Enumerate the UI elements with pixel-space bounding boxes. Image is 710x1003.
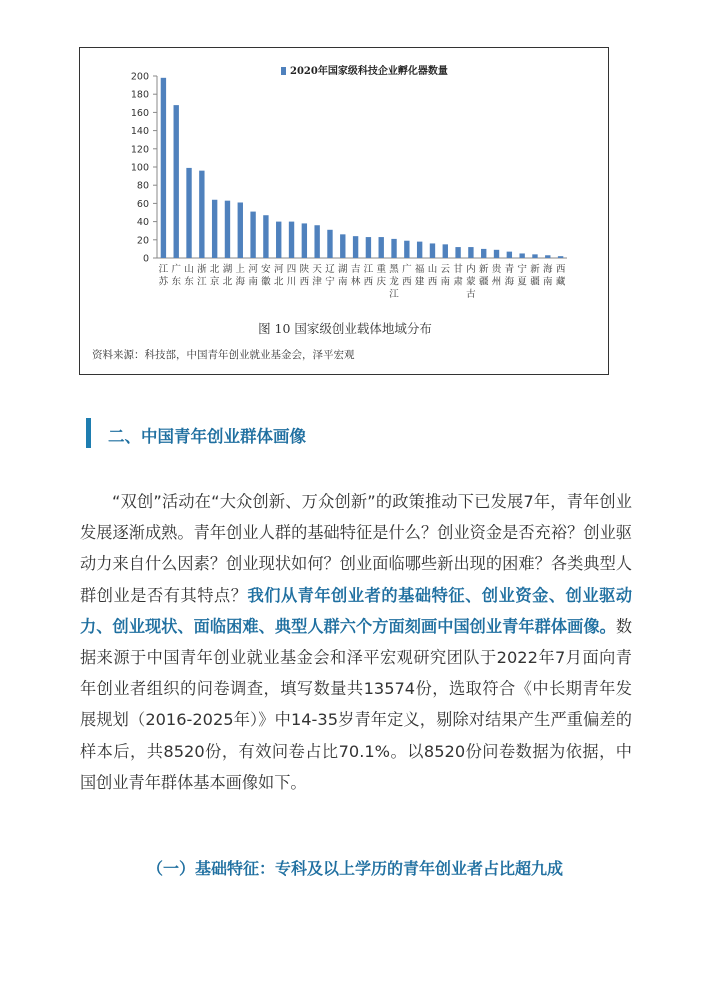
x-tick-label: 辽 <box>325 264 335 275</box>
y-tick-label: 100 <box>130 162 149 174</box>
x-tick-label: 东 <box>171 276 181 288</box>
x-tick-label: 安 <box>261 264 271 275</box>
bar <box>327 230 332 258</box>
x-tick-label: 贵 <box>491 264 502 275</box>
x-tick-label: 海 <box>235 276 246 288</box>
x-tick-label: 蒙 <box>466 276 476 288</box>
bar <box>443 244 448 258</box>
x-tick-label: 海 <box>504 276 515 288</box>
x-tick-label: 西 <box>427 276 438 288</box>
y-tick-label: 20 <box>136 235 149 247</box>
bar <box>519 253 524 258</box>
x-tick-label: 西 <box>299 276 310 288</box>
bar <box>225 201 230 258</box>
bar <box>430 243 435 258</box>
x-tick-label: 北 <box>222 276 233 288</box>
x-tick-label: 东 <box>184 276 194 288</box>
bar <box>494 250 499 258</box>
bar <box>199 171 204 258</box>
y-tick-label: 60 <box>136 198 149 210</box>
x-tick-label: 建 <box>414 276 425 288</box>
x-tick-label: 西 <box>555 264 566 275</box>
x-tick-label: 津 <box>312 276 322 288</box>
paragraph-part1: “双创”活动在“大众创新、万众创新”的政策推动下已发展7年，青年创业发展逐渐成熟。青年创业人群的基础特征是什么？创业资金是否充裕？创业驱动力来自什么因素？创业现状如何？创业面临哪些新出现的困难？各类典型人群创业是否有其特点？ <box>80 492 632 605</box>
section-accent-bar <box>86 418 91 448</box>
x-tick-label: 新 <box>478 264 489 275</box>
y-tick-label: 80 <box>136 180 149 192</box>
bar <box>455 247 460 258</box>
y-tick-label: 180 <box>130 89 149 101</box>
x-tick-label: 福 <box>414 264 425 275</box>
bar <box>263 215 268 258</box>
bar <box>417 242 422 258</box>
x-tick-label: 江 <box>389 289 399 300</box>
bar <box>481 249 486 258</box>
bar <box>161 78 166 258</box>
bar <box>238 202 243 258</box>
figure-source: 资料来源：科技部，中国青年创业就业基金会，泽平宏观 <box>92 349 355 361</box>
x-tick-label: 北 <box>209 264 220 275</box>
bar <box>289 222 294 258</box>
x-tick-label: 广 <box>171 264 181 275</box>
x-tick-label: 陕 <box>299 264 310 275</box>
x-tick-label: 四 <box>286 264 297 275</box>
x-tick-label: 疆 <box>530 276 540 288</box>
body-paragraph <box>80 486 632 798</box>
x-tick-label: 河 <box>273 264 284 275</box>
x-tick-label: 湖 <box>338 264 348 275</box>
bar <box>302 223 307 258</box>
paragraph-part2: 数据来源于中国青年创业就业基金会和泽平宏观研究团队于2022年7月面向青年创业者组织的问卷调查，填写数量共13574份，选取符合《中长期青年发展规划（2016-2025年）》中14-35岁青年定义，剔除对结果产生严重偏差的样本后，共8520份，有效问卷占比70.1%。以8520份问卷数据为依据，中国创业青年群体基本画像如下。 <box>80 616 632 792</box>
x-tick-label: 南 <box>543 276 553 288</box>
bar-chart <box>80 48 610 316</box>
x-tick-label: 龙 <box>389 276 399 288</box>
chart-figure <box>79 47 609 375</box>
x-tick-label: 南 <box>440 276 451 288</box>
x-tick-label: 江 <box>158 264 169 275</box>
bar <box>391 239 396 258</box>
x-tick-label: 天 <box>312 264 322 275</box>
bar <box>353 236 358 258</box>
legend-swatch <box>281 67 286 75</box>
bar <box>404 241 409 258</box>
x-tick-label: 内 <box>466 264 476 275</box>
x-tick-label: 宁 <box>325 276 335 288</box>
bar <box>468 247 473 258</box>
x-tick-label: 京 <box>209 276 220 288</box>
bar <box>314 225 319 258</box>
x-tick-label: 西 <box>402 276 412 288</box>
x-tick-label: 南 <box>248 276 258 288</box>
x-tick-label: 川 <box>286 276 297 288</box>
bar <box>366 237 371 258</box>
x-tick-label: 北 <box>273 276 284 288</box>
legend-label: 2020年国家级科技企业孵化器数量 <box>290 66 448 77</box>
x-tick-label: 肃 <box>453 276 463 288</box>
bar <box>174 105 179 258</box>
y-tick-label: 140 <box>130 126 149 138</box>
y-tick-label: 160 <box>130 107 149 119</box>
x-tick-label: 庆 <box>376 276 386 288</box>
x-tick-label: 甘 <box>453 264 463 275</box>
x-tick-label: 河 <box>248 264 258 275</box>
y-tick-label: 0 <box>142 253 149 265</box>
x-tick-label: 西 <box>363 276 374 288</box>
x-tick-label: 夏 <box>517 276 527 288</box>
paragraph-highlight: 我们从青年创业者的基础特征、创业资金、创业驱动力、创业现状、面临困难、典型人群六个方面刻画中国创业青年群体画像。 <box>80 585 633 636</box>
subsection-title: （一）基础特征：专科及以上学历的青年创业者占比超九成 <box>146 859 563 878</box>
section-title: 二、中国青年创业群体画像 <box>108 427 306 446</box>
y-tick-label: 40 <box>136 217 149 229</box>
y-tick-label: 120 <box>130 144 149 156</box>
x-tick-label: 宁 <box>517 264 527 275</box>
x-tick-label: 南 <box>338 276 348 288</box>
x-tick-label: 重 <box>376 264 386 275</box>
x-tick-label: 州 <box>491 276 502 288</box>
bar <box>276 222 281 258</box>
x-tick-label: 江 <box>197 276 207 288</box>
x-tick-label: 山 <box>427 264 438 275</box>
x-tick-label: 苏 <box>158 276 169 288</box>
x-tick-label: 上 <box>235 264 246 275</box>
x-tick-label: 林 <box>350 276 361 288</box>
x-tick-label: 广 <box>402 264 412 275</box>
x-tick-label: 古 <box>466 289 476 300</box>
bar <box>558 256 563 258</box>
bar <box>186 168 191 258</box>
bar <box>507 252 512 258</box>
bar <box>379 237 384 258</box>
figure-caption: 图 10 国家级创业载体地域分布 <box>258 321 432 336</box>
x-tick-label: 山 <box>184 264 194 275</box>
x-tick-label: 江 <box>363 264 374 275</box>
x-tick-label: 黑 <box>389 264 399 275</box>
x-tick-label: 青 <box>504 264 515 275</box>
x-tick-label: 疆 <box>478 276 489 288</box>
x-tick-label: 新 <box>530 264 540 275</box>
x-tick-label: 云 <box>440 264 451 275</box>
x-tick-label: 徽 <box>261 276 271 288</box>
x-tick-label: 海 <box>543 264 553 275</box>
y-tick-label: 200 <box>130 71 149 83</box>
bar <box>250 212 255 258</box>
x-tick-label: 藏 <box>555 276 566 288</box>
bar <box>532 254 537 258</box>
bar <box>545 255 550 258</box>
x-tick-label: 吉 <box>350 264 361 275</box>
x-tick-label: 浙 <box>197 264 207 275</box>
bar <box>212 200 217 258</box>
bar <box>340 234 345 258</box>
x-tick-label: 湖 <box>222 264 233 275</box>
